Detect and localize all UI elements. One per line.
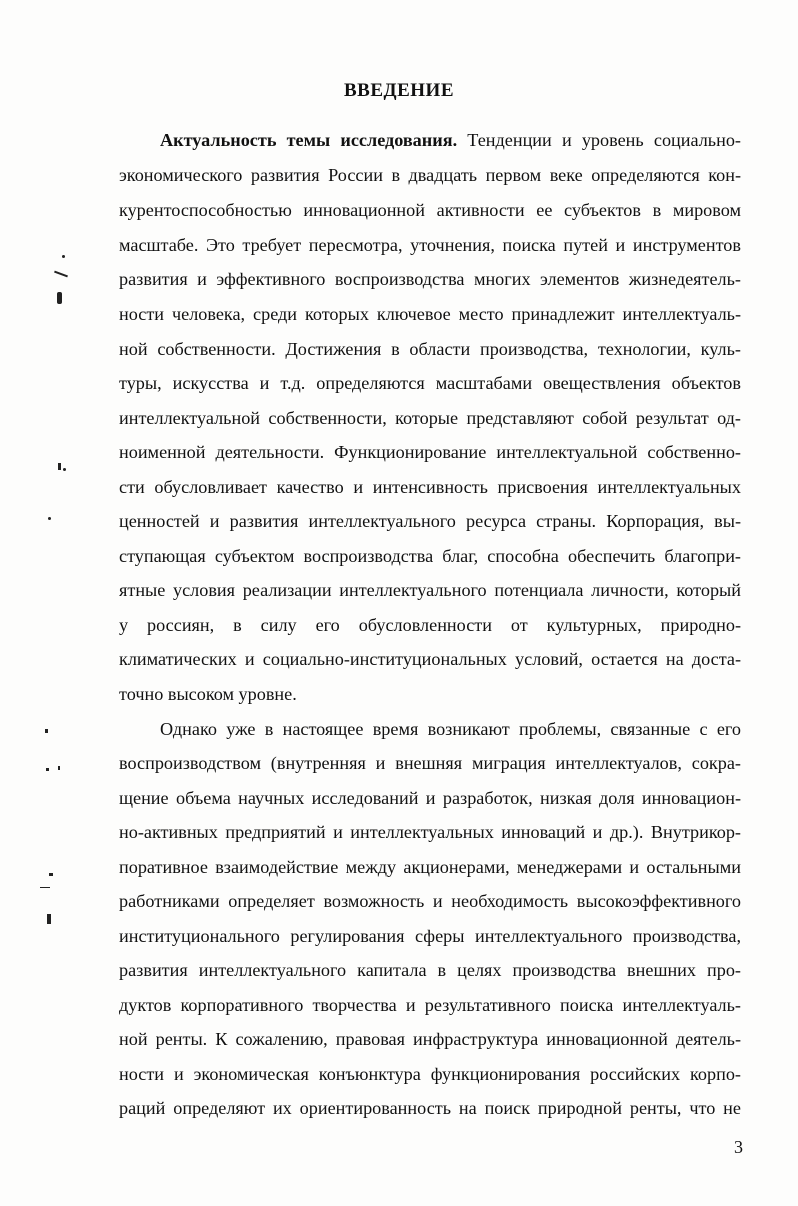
scan-speck xyxy=(49,873,53,876)
paragraph-2-line-3: щение объема научных исследований и разработок, низкая доля инновацион- xyxy=(119,788,741,808)
paragraph-2-line-2: воспроизводством (внутренняя и внешняя миграция интеллектуалов, сокра- xyxy=(119,753,741,773)
paragraph-1-line-15: у россиян, в силу его обусловленности от культурных, природно- xyxy=(119,615,741,635)
scan-speck xyxy=(62,255,65,258)
scan-speck xyxy=(54,271,68,278)
paragraph-2-line-7: институционального регулирования сферы интеллектуального производства, xyxy=(119,926,741,946)
paragraph-2-line-5: поративное взаимодействие между акционерами, менеджерами и остальными xyxy=(119,857,741,877)
paragraph-1-line-9: интеллектуальной собственности, которые представляют собой результат од- xyxy=(119,408,741,428)
paragraph-2-line-1: Однако уже в настоящее время возникают проблемы, связанные с его xyxy=(160,719,741,739)
paragraph-1-line-7: ной собственности. Достижения в области производства, технологии, куль- xyxy=(119,339,741,359)
paragraph-1-line-2: экономического развития России в двадцать первом веке определяются кон- xyxy=(119,165,741,185)
paragraph-1-line-6: ности человека, среди которых ключевое место принадлежит интеллектуаль- xyxy=(119,304,741,324)
paragraph-2-line-12: раций определяют их ориентированность на поиск природной ренты, что не xyxy=(119,1098,741,1118)
scan-speck xyxy=(40,887,50,888)
section-lead: Актуальность темы исследования. xyxy=(160,130,458,150)
paragraph-1-line-3: курентоспособностью инновационной активности ее субъектов в мировом xyxy=(119,200,741,220)
paragraph-2-line-9: дуктов корпоративного творчества и результативного поиска интеллектуаль- xyxy=(119,995,741,1015)
paragraph-1-line-14: ятные условия реализации интеллектуального потенциала личности, который xyxy=(119,580,741,600)
paragraph-2-line-10: ной ренты. К сожалению, правовая инфраструктура инновационной деятель- xyxy=(119,1029,741,1049)
paragraph-1-line-5: развития и эффективного воспроизводства многих элементов жизнедеятель- xyxy=(119,269,741,289)
scan-speck xyxy=(57,292,62,304)
paragraph-1-line-4: масштабе. Это требует пересмотра, уточнения, поиска путей и инструментов xyxy=(119,235,741,255)
paragraph-1-line-13: ступающая субъектом воспроизводства благ, способна обеспечить благопри- xyxy=(119,546,741,566)
page-number: 3 xyxy=(734,1137,743,1157)
paragraph-1-line-12: ценностей и развития интеллектуального ресурса страны. Корпорация, вы- xyxy=(119,511,741,531)
paragraph-1-line-8: туры, искусства и т.д. определяются масштабами овеществления объектов xyxy=(119,373,741,393)
scan-speck xyxy=(48,517,51,520)
paragraph-2-line-4: но-активных предприятий и интеллектуальных инноваций и др.). Внутрикор- xyxy=(119,822,741,842)
scan-speck xyxy=(46,768,49,771)
paragraph-2-line-6: работниками определяет возможность и необходимость высокоэффективного xyxy=(119,891,741,911)
paragraph-1-line-11: сти обусловливает качество и интенсивность присвоения интеллектуальных xyxy=(119,477,741,497)
scan-speck xyxy=(58,766,60,770)
page-title: ВВЕДЕНИЕ xyxy=(344,80,454,101)
paragraph-2-line-11: ности и экономическая конъюнктура функционирования российских корпо- xyxy=(119,1064,741,1084)
scan-speck xyxy=(47,914,51,924)
paragraph-1-line-16: климатических и социально-институциональных условий, остается на доста- xyxy=(119,649,741,669)
paragraph-1-line-10: ноименной деятельности. Функционирование интеллектуальной собственно- xyxy=(119,442,741,462)
paragraph-1-line-1-text: Тенденции и уровень социально- xyxy=(457,130,741,150)
paragraph-2-line-8: развития интеллектуального капитала в целях производства внешних про- xyxy=(119,960,741,980)
scan-speck xyxy=(45,729,48,733)
scan-speck xyxy=(58,463,61,470)
scan-speck xyxy=(63,468,66,471)
paragraph-1-line-17: точно высоком уровне. xyxy=(119,684,297,704)
paragraph-1-line-1 xyxy=(160,128,741,152)
